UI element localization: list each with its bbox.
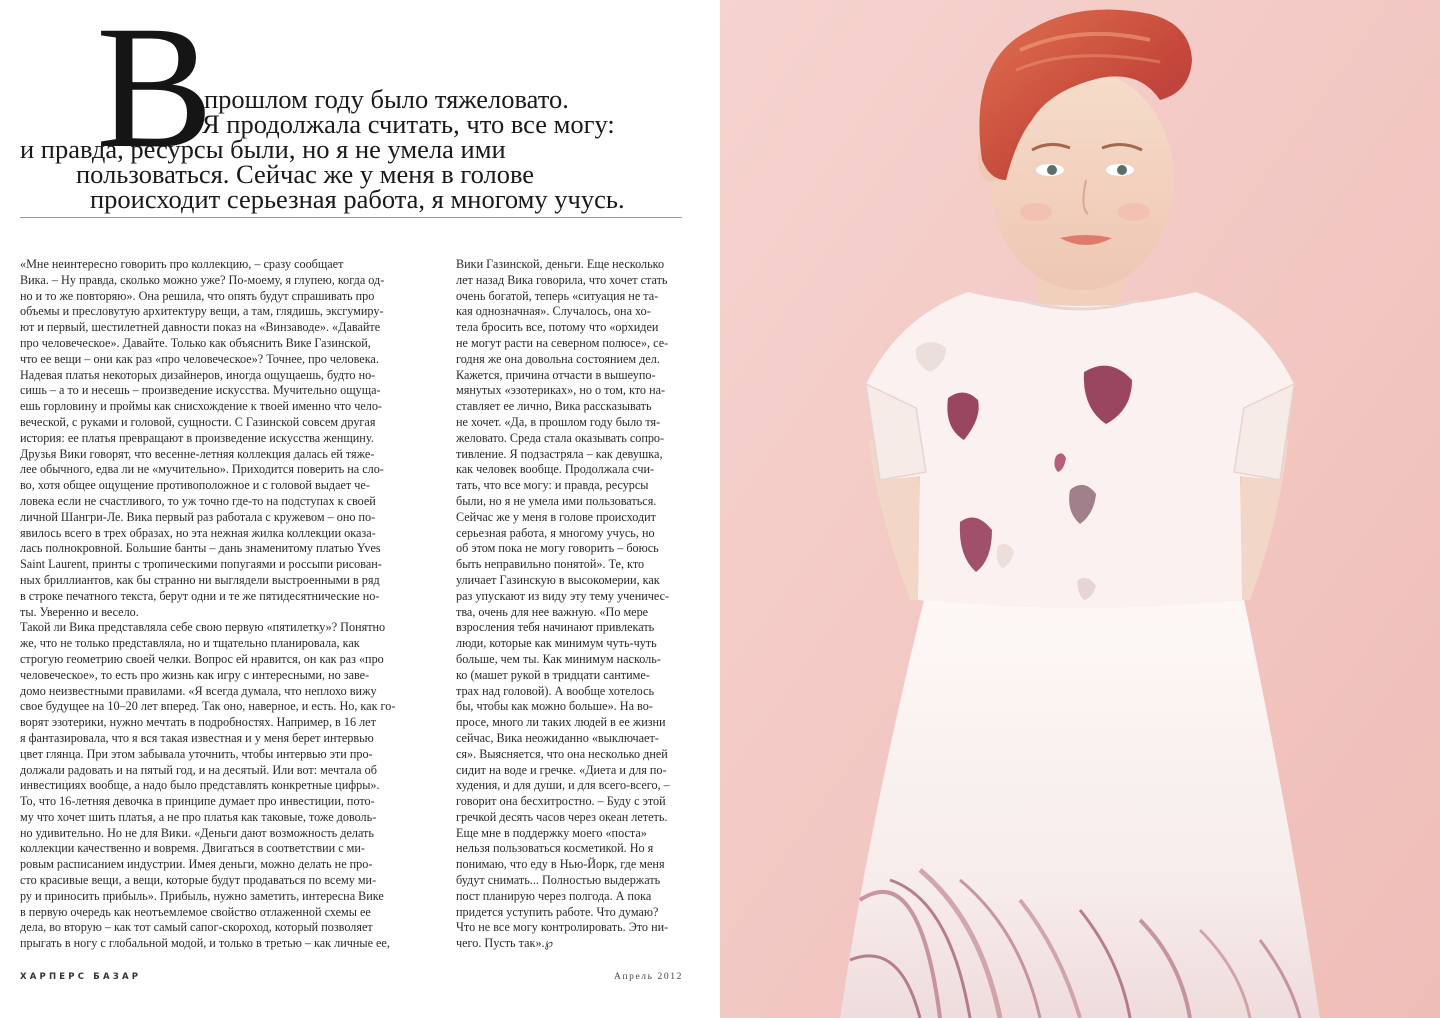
article-line: в строке печатного текста, берут одни и те же пятидесятнические но- (20, 588, 380, 603)
article-line: му что хочет шить платья, а не про платья как таковые, тоже доволь- (20, 809, 377, 824)
article-line: Сейчас же у меня в голове происходит (456, 509, 657, 524)
article-line: взросления тебя начинают привлекать (456, 620, 655, 635)
article-line: очень богатой, теперь «ситуация не та- (456, 288, 659, 303)
article-line: цвет глянца. При этом забывала уточнить, чтобы интервью эти про- (20, 746, 373, 761)
article-line: были, но я не умела ими пользоваться. (456, 493, 657, 508)
article-line: свое будущее на 10–20 лет вперед. Так оно, наверное, и есть. Но, как го- (20, 699, 396, 714)
article-line: но удивительно. Но не для Вики. «Деньги дают возможность делать (20, 825, 374, 840)
article-line: кая однозначная». Случалось, она хо- (456, 304, 651, 319)
article-line: ных бриллиантов, как бы странно ни выглядели выстроенными в ряд (20, 572, 380, 587)
article-column-left (20, 257, 418, 952)
article-line: как человек вообще. Продолжала счи- (456, 462, 655, 477)
article-line: ловека если не счастливого, то уж точно где-то на подступах к своей (20, 493, 376, 508)
article-line: раз упускают из виду эту тему ученичес- (456, 588, 670, 603)
article-line: об этом пока не могу говорить – боюсь (456, 541, 659, 556)
magazine-name: ХАРПЕРС БАЗАР (20, 972, 142, 982)
drop-cap: В (96, 0, 214, 185)
article-line: То, что 16-летняя девочка в принципе думает про инвестиции, пото- (20, 794, 375, 809)
iris (1117, 165, 1127, 175)
article-line: годня же она довольна состоянием дел. (456, 351, 660, 366)
article-line: трах над головой). А вообще хотелось (456, 683, 655, 698)
article-line: явилось всего в трех образах, но эта нежная жилка коллекции оказа- (20, 525, 376, 540)
article-line: ты. Уверенно и весело. (20, 604, 139, 619)
article-line: быть неправильно понятой». Те, кто (456, 557, 645, 572)
article-line: ставляет ее лично, Вика рассказывать (456, 399, 652, 414)
article-line: «Мне неинтересно говорить про коллекцию, – сразу сообщает (20, 257, 344, 271)
article-line: дела, во вторую – как тот самый сапог-скороход, который позволяет (20, 920, 373, 935)
article-line: Saint Laurent, принты с тропическими попугаями и россыпи рисован- (20, 557, 382, 572)
article-line: сишь – а то и несешь – произведение искусства. Мучительно ощуща- (20, 383, 381, 398)
article-line: тать, что все могу: и правда, ресурсы (456, 478, 649, 493)
article-line: прыгать в ногу с глобальной модой, и только в третью – как личные ее, (20, 936, 390, 951)
article-line: лее обычного, едва ли не «мучительно». Приходится поверить на сло- (20, 462, 384, 477)
article-line: сейчас, Вика неожиданно «выключает- (456, 730, 659, 745)
article-line: история: ее платья превращают в произведение искусства женщину. (20, 430, 374, 445)
article-line: я фантазировала, что я вся такая известная и у меня берет интервью (20, 730, 374, 745)
article-line: ровым расписанием индустрии. Имея деньги, можно делать не про- (20, 857, 373, 872)
pull-quote-line: Я продолжала считать, что все могу: (202, 109, 615, 139)
article-line: больше, чем ты. Как минимум насколь- (456, 651, 661, 666)
article-line: сто красивые вещи, а вещи, которые будут продаваться по всему ми- (20, 873, 377, 888)
article-line: ешь горловину и проймы как снисхождение к твоей именно что чело- (20, 399, 382, 414)
article-line: человеческое», то есть про жизнь как игру с интересными, но заве- (20, 667, 370, 682)
article-line: про человеческое». Давайте. Только как объяснить Вике Газинской, (20, 335, 371, 350)
pull-quote-line: происходит серьезная работа, я многому учусь. (90, 184, 625, 214)
white-skirt (840, 600, 1320, 1018)
article-line: сидит на воде и гречке. «Диета и для по- (456, 762, 667, 777)
divider-rule (20, 217, 682, 218)
article-line: худения, и для души, и для всего-всего, – (456, 778, 670, 793)
article-line: чего. Пусть так».℘ (456, 936, 554, 951)
article-line: гречкой десять часов через океан лететь. (456, 809, 668, 824)
article-line: просе, много ли таких людей в ее жизни (456, 715, 666, 730)
article-line: будут снимать... Полностью выдержать (456, 873, 661, 888)
article-line: Кажется, причина отчасти в вышеупо- (456, 367, 656, 382)
article-line: не могут расти на северном полюсе», се- (456, 335, 669, 350)
article-line: лет назад Вика говорила, что хочет стать (456, 272, 668, 287)
article-line: строгую геометрию своей челки. Вопрос ей нравится, он как раз «про (20, 651, 384, 666)
article-line: не хочет. «Да, в прошлом году было тя- (456, 414, 661, 429)
article-line: тва, очень для нее важную. «По мере (456, 604, 649, 619)
article-line: в первую очередь как неотъемлемое свойство отлаженной схемы ее (20, 904, 371, 919)
white-blouse (866, 292, 1294, 610)
article-line: веческой, с руками и головой, сущности. С Газинской совсем другая (20, 414, 376, 429)
article-line: уличает Газинскую в высокомерии, как (456, 572, 660, 587)
article-line: должали радовать и на пятый год, и на десятый. Или вот: мечтала об (20, 762, 377, 777)
article-line: мянутых «эзотериках», но о том, кто на- (456, 383, 666, 398)
article-line: пост планирую через полгода. А пока (456, 888, 652, 903)
pull-quote-line: пользоваться. Сейчас же у меня в голове (76, 159, 535, 189)
blush (1118, 203, 1150, 221)
article-line: нельзя пользоваться косметикой. Но я (456, 841, 654, 856)
article-line: желовато. Среда стала оказывать сопро- (456, 430, 665, 445)
article-line: лась полнокровной. Большие банты – дань знаменитому платью Yves (20, 541, 381, 556)
article-line: объемы и пресловутую архитектуру вещи, а там, глядишь, эксгумиру- (20, 304, 384, 319)
article-line: Такой ли Вика представляла себе свою первую «пятилетку»? Понятно (20, 620, 386, 635)
article-line: Друзья Вики говорят, что весенне-летняя коллекция далась ей тяже- (20, 446, 375, 461)
article-line: люди, которые как минимум чуть-чуть (456, 636, 657, 651)
article-line: Еще мне в поддержку моего «поста» (456, 825, 647, 840)
article-column-right (456, 257, 684, 952)
article-line: Что не все могу контролировать. Это ни- (456, 920, 669, 935)
article-line: серьезная работа, я многому учусь, но (456, 525, 655, 540)
article-line: во, хотя общее ощущение противоположное и с головой выдает че- (20, 478, 370, 493)
article-line: бы, чтобы как можно больше». На во- (456, 699, 653, 714)
article-line: коллекции качественно и вовремя. Двигаться в соответствии с ми- (20, 841, 365, 856)
article-line: ворят эзотерики, нужно мечтать в подробностях. Например, в 16 лет (20, 715, 376, 730)
article-line: тела бросить все, потому что «орхидеи (456, 320, 659, 335)
article-line: Вика. – Ну правда, сколько можно уже? По-моему, я глупею, когда од- (20, 272, 385, 287)
model-photo (720, 0, 1440, 1018)
article-line: ют и первый, шестилетней давности показ на «Винзаводе». «Давайте (20, 320, 381, 335)
article-line: ко (машет рукой в тридцати сантиме- (456, 667, 650, 682)
pull-quote-line: и правда, ресурсы были, но я не умела ими (20, 134, 506, 164)
article-line: же, что не только представляла, но и тщательно планировала, как (20, 636, 360, 651)
article-line: домо неизвестными правилами. «Я всегда думала, что неплохо вижу (20, 683, 377, 698)
issue-date: Апрель 2012 (614, 972, 683, 982)
article-line: личной Шангри-Ле. Вика первый раз работала с кружевом – оно по- (20, 509, 376, 524)
article-line: но и то же повторяю». Она решила, что опять будут спрашивать про (20, 288, 375, 303)
article-line: что ее вещи – они как раз «про человеческое»? Точнее, про человека. (20, 351, 379, 366)
article-line: ся». Выясняется, что она несколько дней (456, 746, 668, 761)
pull-quote-line: прошлом году было тяжеловато. (204, 84, 569, 114)
article-line: придется уступить работе. Что думаю? (456, 904, 659, 919)
article-line: Надевая платья некоторых дизайнеров, иногда ощущаешь, будто но- (20, 367, 376, 382)
article-line: понимаю, что еду в Нью-Йорк, где меня (456, 857, 665, 872)
article-line: говорит она бесхитростно. – Буду с этой (456, 794, 666, 809)
article-line: ру и приносить прибыль». Прибыль, нужно заметить, интересна Вике (20, 888, 384, 903)
article-line: тивление. Я подзастряла – как девушка, (456, 446, 663, 461)
iris (1047, 165, 1057, 175)
blush (1020, 203, 1052, 221)
article-line: Вики Газинской, деньги. Еще несколько (456, 257, 665, 271)
article-line: инвестициях вообще, а надо было представлять конкретные цифры». (20, 778, 380, 793)
fashion-photo-page (720, 0, 1440, 1018)
